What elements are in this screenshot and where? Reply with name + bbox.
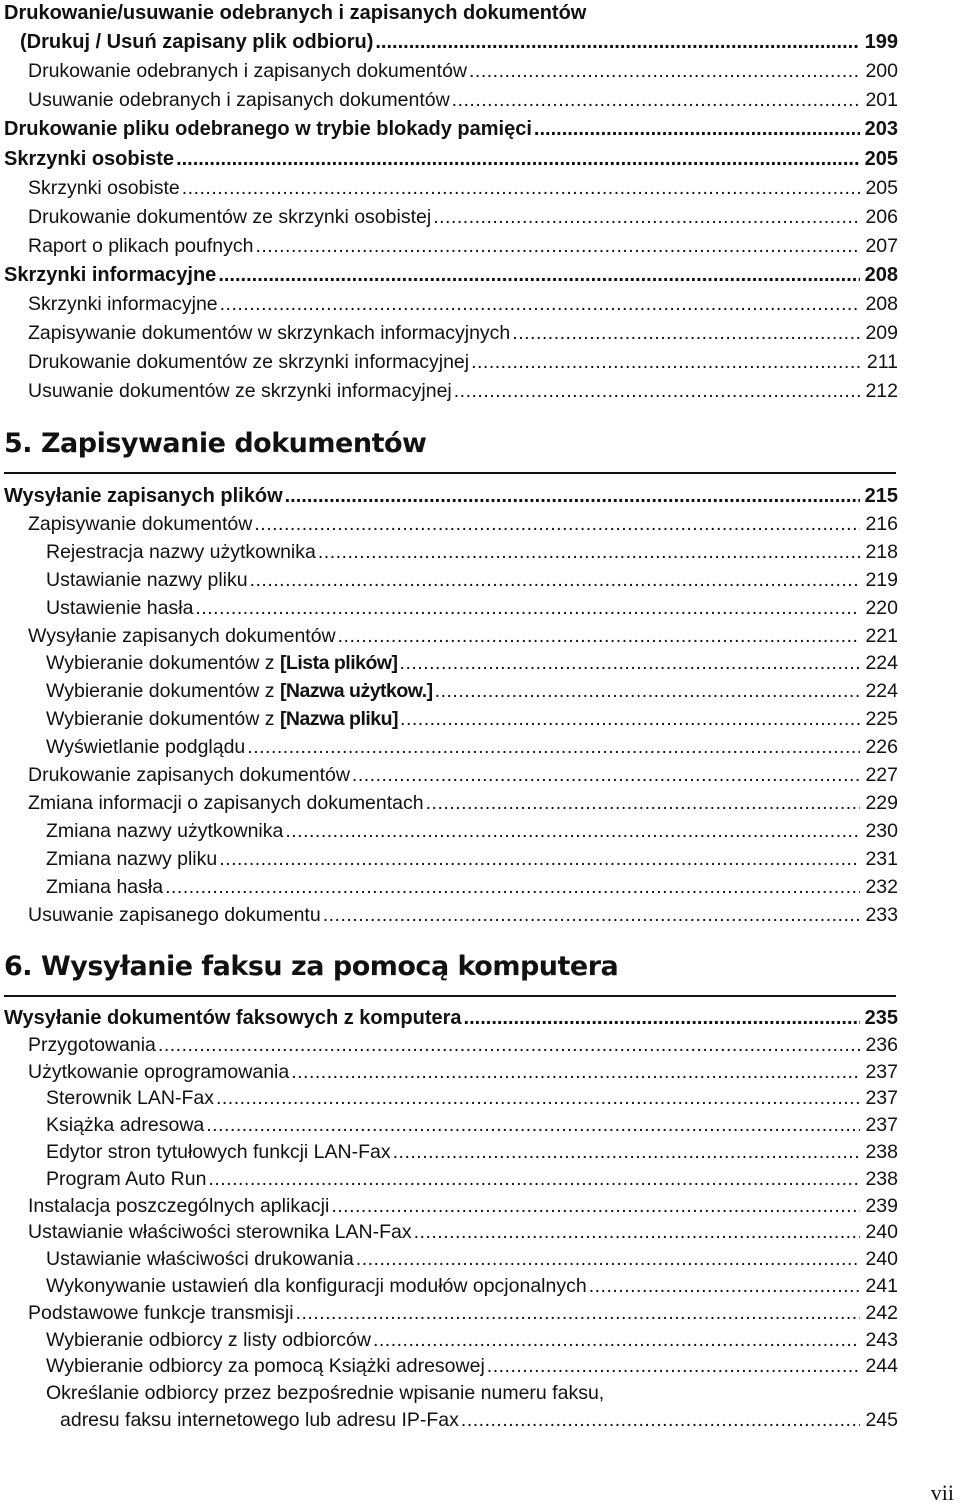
dot-leader [469, 59, 860, 79]
toc-entry-page: 237 [865, 1087, 898, 1110]
toc-entry-text: Zapisywanie dokumentów [28, 512, 253, 535]
toc-entry-text: Zmiana hasła [46, 875, 164, 898]
toc-entry-text: Skrzynki informacyjne [4, 263, 217, 286]
dot-leader [220, 292, 860, 312]
dot-leader [464, 1006, 860, 1026]
toc-entry-title [46, 1140, 391, 1164]
toc-entry-title [46, 540, 316, 564]
toc-entry-text: Wybieranie dokumentów z [46, 652, 280, 675]
toc-entry [28, 624, 898, 648]
dot-leader [218, 263, 860, 283]
dot-leader [400, 707, 860, 727]
dot-leader [323, 903, 860, 923]
toc-entry-page: 220 [865, 596, 898, 619]
toc-entry [28, 234, 898, 258]
dot-leader [461, 1408, 860, 1428]
toc-entry-page: 199 [864, 31, 898, 54]
toc-entry-page: 231 [865, 847, 898, 870]
toc-entry-text: Skrzynki osobiste [4, 147, 175, 170]
toc-entry [4, 147, 898, 171]
toc-entry [4, 117, 898, 141]
toc-entry-text: Usuwanie dokumentów ze skrzynki informacyjnej [28, 380, 452, 403]
toc-entry-title [28, 205, 431, 229]
toc-entry-page: 238 [865, 1141, 898, 1163]
toc-entry-page: 212 [865, 380, 898, 403]
toc-entry-text: Użytkowanie oprogramowania [28, 1060, 290, 1083]
dot-leader [435, 679, 860, 699]
dot-leader [414, 1220, 860, 1240]
dot-leader [250, 568, 860, 588]
toc-entry [46, 596, 898, 620]
toc-entry-page: 208 [865, 293, 898, 315]
dot-leader [352, 763, 860, 783]
dot-leader [471, 350, 860, 370]
toc-entry-page: 233 [865, 903, 898, 926]
toc-entry-text: Zmiana informacji o zapisanych dokumentach [28, 791, 424, 814]
dot-leader [285, 819, 860, 839]
toc-entry-page: 211 [866, 351, 898, 374]
toc-entry-title [46, 1167, 206, 1191]
toc-entry-text: Wybieranie dokumentów z [46, 680, 280, 703]
toc-entry-title [46, 1247, 354, 1271]
toc-entry [46, 735, 898, 759]
toc-entry-page: 242 [865, 1301, 898, 1324]
toc-entry-title [46, 596, 193, 620]
toc-entry [4, 1, 586, 25]
toc-entry [28, 176, 898, 200]
toc-entry-text: Rejestracja nazwy użytkownika [46, 540, 316, 563]
toc-entry-text: Wybieranie odbiorcy za pomocą Książki adresowej [46, 1355, 485, 1378]
toc-entry [28, 1060, 898, 1084]
toc-entry-title [20, 30, 373, 54]
toc-entry-title [46, 1113, 204, 1137]
toc-entry-text: Raport o plikach poufnych [28, 234, 254, 257]
toc-entry-title [46, 1381, 604, 1405]
toc-entry-title [46, 875, 163, 899]
toc-entry-page: 240 [865, 1248, 898, 1271]
toc-entry [46, 1381, 604, 1405]
dot-leader [373, 1328, 860, 1348]
toc-entry-text: Drukowanie zapisanych dokumentów [28, 764, 350, 786]
toc-entry [46, 1247, 898, 1271]
toc-entry-text: Instalacja poszczególnych aplikacji [28, 1194, 330, 1217]
toc-entry-key-label: [Lista plików] [279, 652, 398, 675]
toc-entry-page: 224 [865, 680, 898, 703]
toc-entry-text: Usuwanie odebranych i zapisanych dokumentów [28, 89, 450, 112]
toc-entry-page: 219 [865, 568, 898, 591]
toc-entry [46, 875, 898, 899]
toc-entry-title [46, 847, 217, 871]
toc-entry [46, 1274, 898, 1298]
toc-entry-text: Ustawianie właściwości drukowania [46, 1248, 354, 1271]
toc-entry-page: 218 [865, 540, 898, 563]
toc-entry [4, 1006, 898, 1030]
dot-leader [338, 624, 860, 644]
toc-entry-page: 203 [864, 118, 898, 141]
toc-entry-text: Edytor stron tytułowych funkcji LAN-Fax [46, 1141, 391, 1163]
dot-leader [291, 1060, 860, 1080]
toc-entry [46, 1113, 898, 1137]
toc-entry-page: 240 [865, 1221, 898, 1244]
toc-entry-text: Skrzynki informacyjne [28, 293, 218, 315]
toc-entry [28, 1301, 898, 1325]
toc-entry-title [28, 903, 321, 927]
toc-entry-title [46, 1086, 214, 1110]
toc-entry-title [46, 1274, 587, 1298]
toc-entry-page: 232 [865, 875, 898, 898]
toc-entry-title [4, 1006, 462, 1030]
dot-leader [487, 1354, 860, 1374]
toc-entry-page: 229 [865, 791, 898, 814]
toc-entry-title [28, 379, 452, 403]
toc-entry-page: 241 [865, 1275, 898, 1297]
toc-entry [46, 847, 898, 871]
dot-leader [285, 484, 860, 504]
toc-entry-title [46, 651, 398, 675]
chapter-6-heading: 6. Wysyłanie faksu za pomocą komputera [4, 951, 619, 982]
toc-entry-page: 238 [865, 1167, 898, 1190]
dot-leader [356, 1247, 860, 1267]
toc-entry-title [46, 568, 248, 592]
toc-entry-page: 221 [865, 624, 898, 647]
chapter-5-heading: 5. Zapisywanie dokumentów [4, 428, 427, 459]
toc-entry-page: 207 [865, 234, 898, 257]
toc-entry-title [28, 1194, 329, 1218]
dot-leader [182, 176, 860, 196]
toc-entry-title [28, 624, 336, 648]
toc-entry-title [28, 292, 218, 316]
dot-leader [254, 512, 860, 532]
toc-entry-page: 227 [865, 764, 898, 786]
toc-entry-text: Program Auto Run [46, 1167, 207, 1190]
toc-entry-text: Wybieranie dokumentów z [46, 708, 280, 731]
toc-entry-text: Ustawienie hasła [46, 596, 194, 619]
toc-entry-page: 215 [864, 485, 898, 507]
dot-leader [433, 205, 860, 225]
toc-entry-text: Wybieranie odbiorcy z listy odbiorców [46, 1328, 371, 1351]
toc-entry-title [4, 147, 174, 171]
dot-leader [534, 117, 860, 137]
toc-entry-title [46, 679, 433, 703]
toc-entry [28, 205, 898, 229]
toc-entry-title [28, 350, 469, 374]
toc-entry-title [60, 1408, 459, 1432]
toc-entry-title [28, 763, 350, 787]
toc-entry-title [28, 88, 450, 112]
toc-entry [46, 1167, 898, 1191]
dot-leader [216, 1086, 860, 1106]
dot-leader [219, 847, 860, 867]
toc-entry-page: 224 [865, 652, 898, 675]
toc-entry-title [28, 1060, 289, 1084]
dot-leader [255, 234, 860, 254]
toc-entry-text: Usuwanie zapisanego dokumentu [28, 903, 321, 926]
toc-entry-text: Wyświetlanie podglądu [46, 736, 246, 759]
toc-entry-page: 244 [865, 1355, 898, 1378]
toc-entry-text: Skrzynki osobiste [28, 176, 180, 199]
dot-leader [158, 1033, 860, 1053]
toc-entry [28, 1220, 898, 1244]
toc-entry-title [46, 735, 245, 759]
toc-entry-title [28, 512, 252, 536]
toc-entry [60, 1408, 898, 1432]
toc-entry-title [4, 263, 216, 287]
toc-entry-text: adresu faksu internetowego lub adresu IP-Fax [60, 1409, 459, 1431]
toc-entry [4, 484, 898, 508]
page-number: vii [930, 1480, 954, 1505]
toc-entry-page: 208 [864, 263, 898, 286]
toc-entry [46, 1354, 898, 1378]
toc-entry-text: (Drukuj / Usuń zapisany plik odbioru) [20, 31, 374, 54]
toc-entry-page: 200 [865, 60, 898, 83]
toc-entry [46, 568, 898, 592]
dot-leader [452, 88, 860, 108]
toc-entry-text: Wysyłanie dokumentów faksowych z komputera [4, 1007, 462, 1029]
toc-entry-title [4, 117, 532, 141]
toc-entry [20, 30, 898, 54]
toc-entry [28, 791, 898, 815]
toc-entry [28, 763, 898, 787]
dot-leader [296, 1301, 860, 1321]
toc-entry-text: Sterownik LAN-Fax [46, 1087, 214, 1110]
toc-entry [28, 59, 898, 83]
chapter-6-rule [4, 995, 896, 997]
toc-entry-text: Drukowanie dokumentów ze skrzynki osobistej [28, 205, 432, 228]
toc-entry-page: 206 [865, 205, 898, 228]
toc-entry-title [46, 707, 398, 731]
toc-entry-text: Drukowanie pliku odebranego w trybie blokady pamięci [4, 118, 532, 141]
toc-entry-title [4, 484, 283, 508]
toc-entry-page: 243 [865, 1328, 898, 1351]
toc-entry-text: Wysyłanie zapisanych plików [4, 485, 283, 507]
toc-entry-text: Podstawowe funkcje transmisji [28, 1301, 294, 1324]
toc-entry-text: Ustawianie nazwy pliku [46, 568, 248, 591]
toc-entry [46, 819, 898, 843]
toc-entry-page: 237 [865, 1060, 898, 1083]
toc-entry-text: Drukowanie dokumentów ze skrzynki informacyjnej [28, 351, 470, 374]
toc-entry-text: Drukowanie odebranych i zapisanych dokumentów [28, 60, 467, 83]
toc-entry-title [28, 1220, 412, 1244]
toc-entry [28, 512, 898, 536]
toc-entry-page: 237 [865, 1114, 898, 1137]
dot-leader [512, 321, 860, 341]
toc-entry-page: 205 [865, 176, 898, 199]
toc-entry-title [46, 819, 283, 843]
dot-leader [195, 596, 860, 616]
toc-entry-page: 209 [865, 322, 898, 345]
toc-entry-page: 230 [865, 819, 898, 842]
chapter-5-rule [4, 472, 896, 474]
toc-entry-page: 225 [865, 708, 898, 731]
toc-entry-text: Ustawianie właściwości sterownika LAN-Fax [28, 1221, 412, 1244]
toc-entry-page: 235 [864, 1007, 898, 1029]
toc-entry [46, 1140, 898, 1164]
toc-entry [28, 292, 898, 316]
dot-leader [400, 651, 860, 671]
toc-entry-title [28, 234, 253, 258]
toc-entry [46, 651, 898, 675]
dot-leader [426, 791, 860, 811]
toc-entry [46, 1086, 898, 1110]
dot-leader [208, 1167, 860, 1187]
toc-entry [28, 350, 898, 374]
dot-leader [454, 379, 860, 399]
toc-entry-key-label: [Nazwa pliku] [279, 708, 399, 731]
toc-entry-title [28, 59, 467, 83]
toc-entry-page: 216 [865, 512, 898, 535]
dot-leader [176, 147, 860, 167]
toc-entry-text: Zmiana nazwy pliku [46, 847, 218, 870]
toc-entry [46, 1328, 898, 1352]
dot-leader [375, 30, 860, 50]
toc-entry-title [46, 1328, 371, 1352]
toc-entry-page: 201 [865, 89, 898, 112]
toc-entry [46, 679, 898, 703]
toc-entry-title [28, 1301, 294, 1325]
dot-leader [318, 540, 860, 560]
toc-entry-key-label: [Nazwa użytkow.] [279, 680, 433, 703]
toc-entry-page: 236 [865, 1033, 898, 1056]
toc-entry-text: Zmiana nazwy użytkownika [46, 819, 284, 842]
dot-leader [206, 1113, 860, 1133]
dot-leader [331, 1194, 860, 1214]
toc-entry-page: 245 [865, 1409, 898, 1431]
toc-entry [28, 321, 898, 345]
toc-entry-page: 239 [865, 1194, 898, 1217]
toc-entry-title [4, 1, 586, 25]
toc-entry-text: Drukowanie/usuwanie odebranych i zapisanych dokumentów [4, 2, 587, 24]
toc-entry-text: Określanie odbiorcy przez bezpośrednie wpisanie numeru faksu, [46, 1382, 605, 1405]
toc-entry [4, 263, 898, 287]
toc-entry-title [28, 176, 180, 200]
toc-entry-page: 226 [865, 736, 898, 759]
toc-entry-text: Książka adresowa [46, 1114, 205, 1137]
toc-entry-text: Przygotowania [28, 1033, 156, 1056]
dot-leader [165, 875, 860, 895]
toc-entry-title [28, 321, 510, 345]
toc-entry-text: Zapisywanie dokumentów w skrzynkach informacyjnych [28, 322, 511, 345]
toc-entry [28, 1033, 898, 1057]
toc-entry [28, 88, 898, 112]
dot-leader [393, 1140, 860, 1160]
toc-entry-page: 205 [864, 147, 898, 170]
toc-entry-title [28, 791, 424, 815]
toc-entry [46, 707, 898, 731]
dot-leader [247, 735, 860, 755]
toc-entry [46, 540, 898, 564]
toc-entry-title [46, 1354, 485, 1378]
toc-entry-title [28, 1033, 156, 1057]
toc-entry-text: Wykonywanie ustawień dla konfiguracji modułów opcjonalnych [46, 1275, 587, 1297]
toc-entry-text: Wysyłanie zapisanych dokumentów [28, 624, 336, 647]
dot-leader [589, 1274, 860, 1294]
toc-entry [28, 379, 898, 403]
toc-entry [28, 903, 898, 927]
toc-entry [28, 1194, 898, 1218]
